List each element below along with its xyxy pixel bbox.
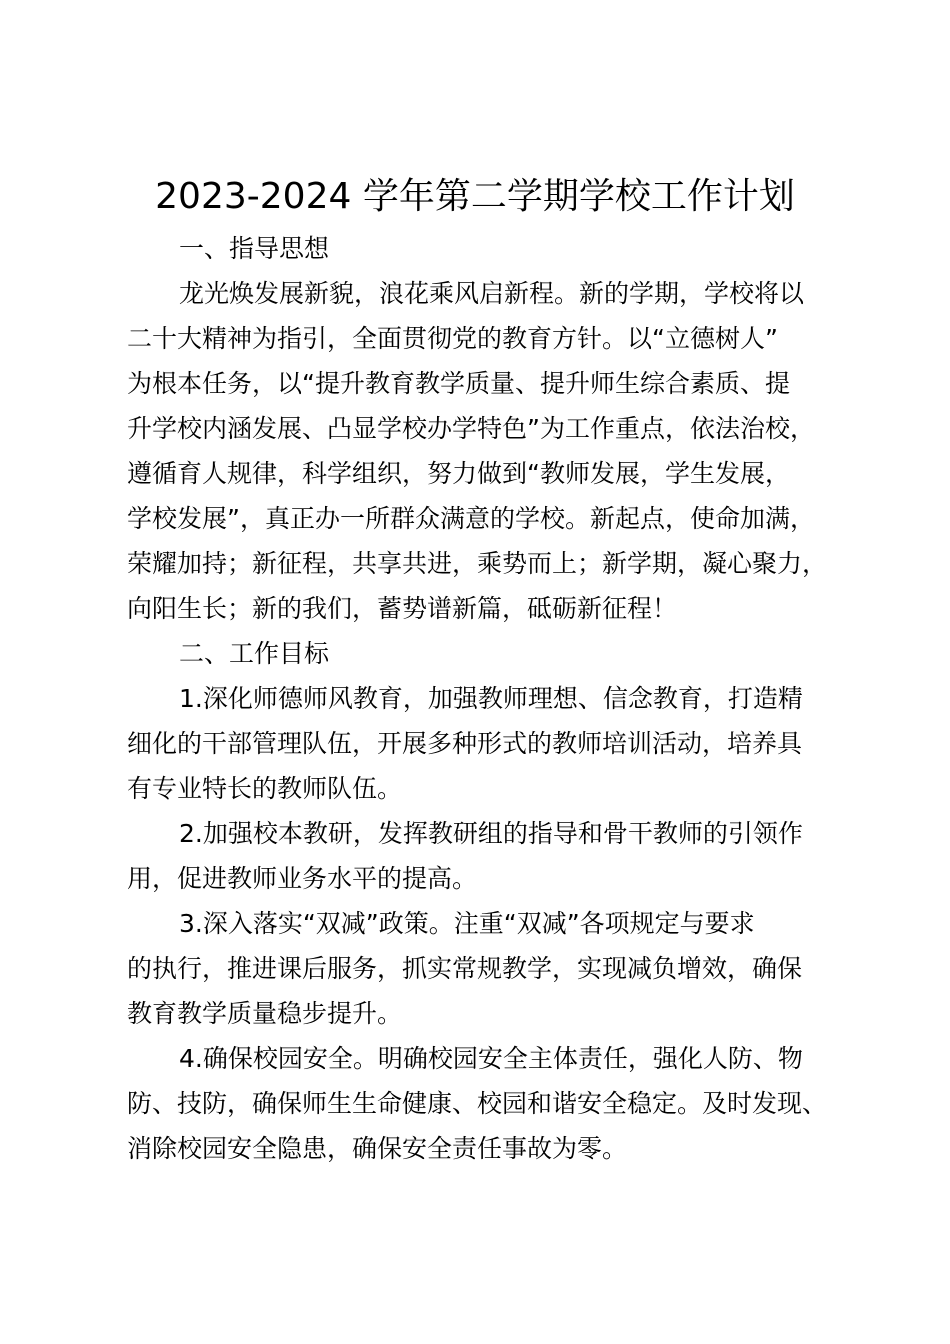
paragraph-line: 有专业特长的教师队伍。	[127, 774, 403, 803]
section-heading-guiding-ideology: 一、指导思想	[179, 234, 330, 263]
paragraph-line: 4.确保校园安全。明确校园安全主体责任，强化人防、物	[179, 1044, 803, 1073]
section-heading-work-goals: 二、工作目标	[179, 639, 330, 668]
paragraph-line: 用，促进教师业务水平的提高。	[127, 864, 478, 893]
paragraph-line: 二十大精神为指引，全面贯彻党的教育方针。以“立德树人”	[127, 324, 778, 353]
paragraph-line: 2.加强校本教研，发挥教研组的指导和骨干教师的引领作	[179, 819, 803, 848]
paragraph-line: 的执行，推进课后服务，抓实常规教学，实现减负增效，确保	[127, 954, 803, 983]
document-body	[127, 226, 857, 1171]
paragraph-line: 荣耀加持；新征程，共享共进，乘势而上；新学期，凝心聚力，	[127, 549, 828, 578]
goal-item-3	[127, 901, 857, 1036]
paragraph-guiding-ideology	[127, 271, 857, 631]
paragraph-line: 学校发展”，真正办一所群众满意的学校。新起点，使命加满，	[127, 504, 815, 533]
paragraph-line: 细化的干部管理队伍，开展多种形式的教师培训活动，培养具	[127, 729, 803, 758]
paragraph-line: 为根本任务，以“提升教育教学质量、提升师生综合素质、提	[127, 369, 790, 398]
paragraph-line: 龙光焕发展新貌，浪花乘风启新程。新的学期，学校将以	[179, 279, 805, 308]
paragraph-line: 消除校园安全隐患，确保安全责任事故为零。	[127, 1134, 628, 1163]
paragraph-line: 教育教学质量稳步提升。	[127, 999, 403, 1028]
paragraph-line: 防、技防，确保师生生命健康、校园和谐安全稳定。及时发现、	[127, 1089, 828, 1118]
goal-item-4	[127, 1036, 857, 1171]
goal-item-1	[127, 676, 857, 811]
paragraph-line: 遵循育人规律，科学组织，努力做到“教师发展，学生发展，	[127, 459, 790, 488]
paragraph-line: 升学校内涵发展、凸显学校办学特色”为工作重点，依法治校，	[127, 414, 815, 443]
paragraph-line: 1.深化师德师风教育，加强教师理想、信念教育，打造精	[179, 684, 803, 713]
document-title: 2023-2024 学年第二学期学校工作计划	[155, 176, 795, 217]
paragraph-line: 3.深入落实“双减”政策。注重“双减”各项规定与要求	[179, 909, 755, 938]
goal-item-2	[127, 811, 857, 901]
paragraph-line: 向阳生长；新的我们，蓄势谱新篇，砥砺新征程！	[127, 594, 678, 623]
